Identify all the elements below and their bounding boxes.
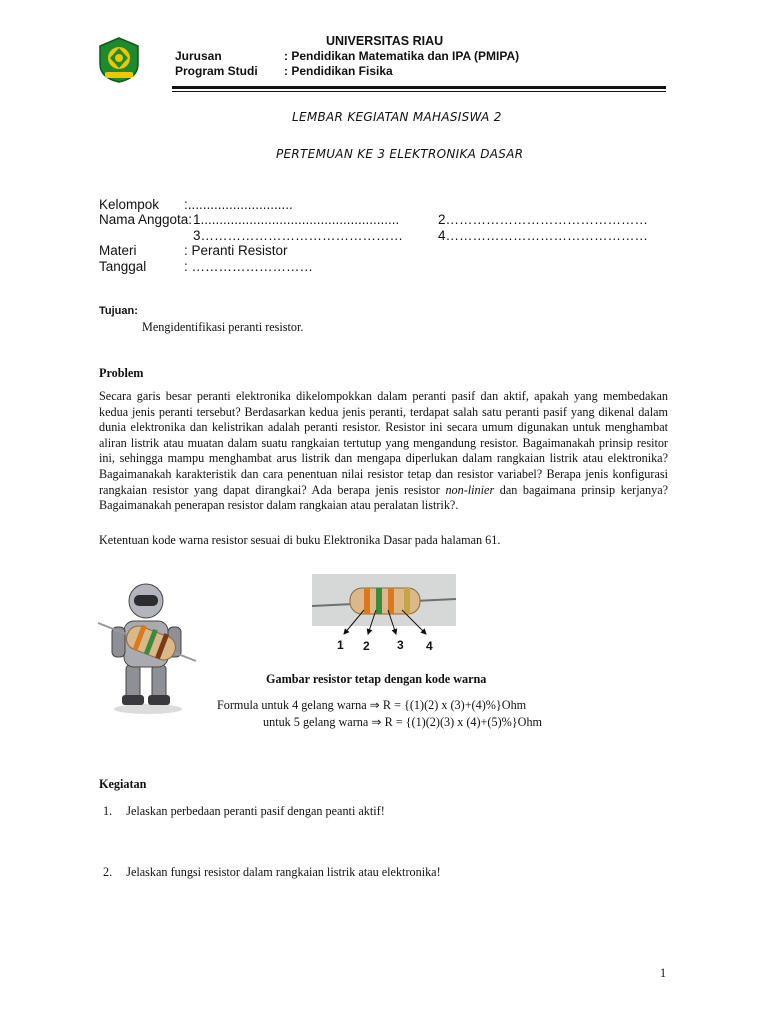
implies-arrow-icon: ⇒ (371, 715, 382, 729)
anggota-field-2[interactable]: 2……………………………………… (438, 212, 649, 227)
band-label-3: 3 (397, 638, 404, 652)
problem-text-b: dan bagaimana prinsip kerjanya? Bagaimanakah penerapan resistor dalam rangkaian atau peralatan listrik?. (99, 482, 669, 513)
meeting-title: PERTEMUAN KE 3 ELEKTRONIKA DASAR (276, 147, 524, 161)
jurusan-value: : Pendidikan Matematika dan IPA (PMIPA) (284, 49, 520, 63)
header-rule-thin (172, 91, 666, 92)
band-label-1: 1 (337, 638, 344, 652)
anggota-field-3[interactable]: 3……………………………………… (193, 228, 404, 243)
formula-5-band (263, 715, 542, 730)
band-label-4: 4 (426, 639, 433, 653)
formula-4-label: Formula untuk 4 gelang warna (217, 698, 367, 712)
kegiatan-item-number: 1. (103, 804, 113, 818)
tujuan-heading: Tujuan: (99, 305, 138, 317)
figure-caption: Gambar resistor tetap dengan kode warna (266, 672, 487, 686)
prodi-label: Program Studi (175, 64, 258, 78)
materi-label: Materi (99, 243, 137, 258)
kegiatan-heading: Kegiatan (99, 777, 147, 791)
anggota-field-4[interactable]: 4……………………………………… (438, 228, 649, 243)
anggota-field-1[interactable]: 1..................................................... (193, 212, 400, 227)
band-label-2: 2 (363, 639, 370, 653)
university-name: UNIVERSITAS RIAU (326, 34, 444, 48)
kegiatan-item-2 (103, 865, 441, 880)
formula-5-expression: R = {(1)(2)(3) x (4)+(5)%}Ohm (384, 715, 543, 729)
page-number: 1 (660, 966, 667, 980)
header-rule-thick (172, 86, 666, 89)
prodi-value: : Pendidikan Fisika (284, 64, 393, 78)
band-pointer-arrows (330, 606, 440, 640)
kegiatan-item-text: Jelaskan perbedaan peranti pasif dengan peanti aktif! (126, 804, 385, 818)
formula-4-band (217, 698, 526, 713)
problem-paragraph (99, 389, 668, 514)
kelompok-field[interactable]: :............................ (184, 197, 293, 212)
tanggal-field[interactable]: : ……………………… (184, 259, 314, 274)
kegiatan-item-number: 2. (103, 865, 113, 879)
problem-text-a: Secara garis besar peranti elektronika dikelompokkan dalam peranti pasif dan aktif, apakah yang membedakan kedua jenis peranti tersebut? Berdasarkan kedua jenis peranti, terdapat salah satu peranti pasif yang dikenal dalam dunia elektronika dan kelistrikan adalah peranti resistor. Resistor ini secara umum digunakan untuk menghambat aliran listrik atau muatan dalam suatu rangkaian tertutup yang mengandung resistor. Bagaimanakah prinsip resitor ini, sehingga mampu menghambat arus listrik dan mengapa diperlukan dalam rangkaian listrik atau elektronika? Bagaimanakah karakteristik dan cara penentuan nilai resistor tetap dan resistor variabel? Berapa jenis konfigurasi rangkaian resistor yang dapat dirangkai? Ada berapa jenis resistor (99, 389, 668, 497)
formula-4-expression: R = {(1)(2) x (3)+(4)%}Ohm (382, 698, 527, 712)
kegiatan-item-text: Jelaskan fungsi resistor dalam rangkaian listrik atau elektronika! (126, 865, 441, 879)
tujuan-text: Mengidentifikasi peranti resistor. (142, 320, 304, 334)
formula-5-label: untuk 5 gelang warna (263, 715, 369, 729)
anggota-label: Nama Anggota: (99, 212, 193, 227)
problem-note: Ketentuan kode warna resistor sesuai di buku Elektronika Dasar pada halaman 61. (99, 533, 501, 547)
problem-heading: Problem (99, 366, 144, 380)
materi-value: : Peranti Resistor (184, 243, 288, 258)
worksheet-title: LEMBAR KEGIATAN MAHASISWA 2 (292, 110, 502, 124)
university-logo (96, 36, 142, 84)
robot-holding-resistor-image (96, 577, 200, 715)
problem-text-italic: non-linier (445, 482, 495, 497)
jurusan-label: Jurusan (175, 49, 222, 63)
kegiatan-item-1 (103, 804, 385, 819)
tanggal-label: Tanggal (99, 259, 147, 274)
implies-arrow-icon: ⇒ (369, 698, 380, 712)
kelompok-label: Kelompok (99, 197, 160, 212)
